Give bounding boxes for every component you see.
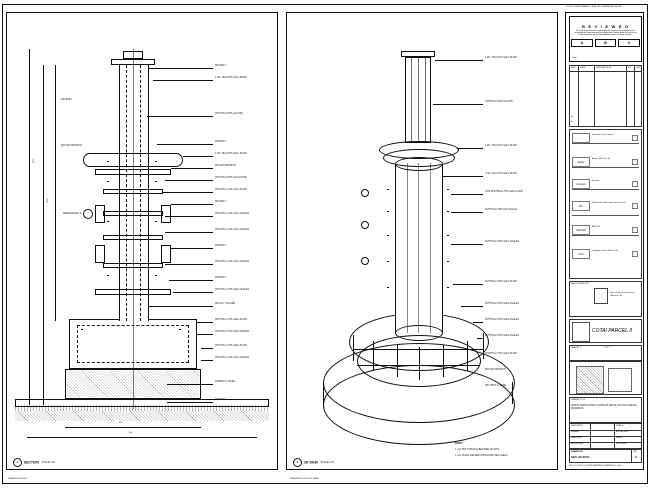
plate-mid-3: [103, 235, 163, 240]
consultant-check[interactable]: [632, 227, 638, 233]
meta-block: [569, 423, 642, 449]
frame-brace: [357, 365, 479, 366]
leader-line: [451, 212, 483, 213]
leader-line: [461, 306, 483, 307]
column-edge: [418, 163, 419, 333]
leader-line: [149, 68, 213, 69]
leader-line: [171, 204, 213, 205]
angle-right-2: [161, 245, 171, 263]
consultant-check[interactable]: [632, 181, 638, 187]
mast-edge: [425, 57, 426, 143]
consultant-row-qs: [572, 248, 639, 264]
view-caption-letter: B: [293, 458, 302, 467]
rev-col-chk: CHK: [636, 66, 641, 69]
date-label: DATE: [616, 437, 622, 439]
dimension-text: 600: [129, 432, 133, 434]
leader-line: [171, 248, 213, 249]
bolt-icon: [107, 181, 109, 182]
callout-label: CFTP75mm THK GALV PLATE: [215, 319, 247, 321]
frame-brace: [353, 349, 483, 350]
bolt-icon: [107, 221, 109, 222]
callout-label: 1 NO. 75mmTHK GALV PLATE: [485, 145, 517, 147]
callout-label: M16 BOLT: [215, 245, 226, 247]
review-stamp-options: [570, 39, 641, 47]
revision-table: [569, 65, 642, 127]
anchor-bolt-icon: [179, 329, 181, 330]
plate-mid-2: [103, 211, 163, 216]
plate-mid-1: [103, 189, 163, 194]
angle-right-1: [161, 205, 171, 223]
contractor-logo-icon: [594, 288, 608, 304]
frame-leg: [483, 333, 484, 359]
scale-label: SCALE: [616, 425, 624, 427]
bolt-icon: [155, 275, 157, 276]
callout-label: 250MM R.C. BASE: [215, 381, 235, 383]
callout-label: M12 R.C. COLUMN: [215, 303, 236, 305]
dimension-line-vertical-outer: [43, 65, 44, 405]
callout-label: CFTP75mm THK GALV ANGLES: [215, 357, 249, 359]
callout-label: M16 BOLT: [215, 141, 226, 143]
left-section-view: [6, 12, 278, 470]
bolt-icon: [447, 235, 449, 236]
aecom-logo: AECOM: [572, 225, 590, 235]
callout-label: M16 BOLT: [215, 277, 226, 279]
rev-label: REV: [633, 451, 637, 453]
consultant-row-architect: [572, 156, 639, 168]
rev-row-letter: B: [571, 121, 573, 123]
bolt-icon: [387, 261, 389, 262]
top-stub: [123, 51, 143, 59]
note-line: 2. ALL PLATE WELDED SHOULD BE SEAL WELD.: [455, 455, 508, 457]
bolt-icon: [107, 161, 109, 162]
bolt-icon: [447, 261, 449, 262]
leader-line: [451, 194, 483, 195]
bolt-icon: [387, 287, 389, 288]
review-option-b[interactable]: B: [595, 39, 617, 47]
leader-line: [165, 232, 213, 233]
plate-mid-4: [103, 263, 163, 268]
rev-value: A: [634, 455, 637, 459]
callout-label-left: M16 BOLT: [61, 99, 72, 101]
callout-label: M16 ANCHOR BOLT: [485, 369, 507, 371]
angle-left-1: [95, 205, 105, 223]
bolt-icon: [447, 189, 449, 190]
leader-line: [173, 292, 213, 293]
review-stamp: [569, 16, 642, 62]
footer-right: REFERENCE DWG FILE NAME :: [290, 478, 321, 480]
leader-line: [443, 176, 483, 177]
callout-label: CFTP75mm THK GALV ANGLES: [485, 241, 519, 243]
mast-edge: [418, 57, 419, 143]
dimension-text: 1200: [47, 198, 49, 203]
rev-row-letter: A: [571, 116, 573, 118]
review-stamp-header: R E V I E W E D: [581, 24, 630, 29]
callout-label: CFTP75mmTHK GALV MS: [485, 101, 513, 103]
column-bottom-ellipse: [395, 325, 443, 341]
leader-line: [165, 180, 213, 181]
column-edge: [407, 163, 408, 333]
callout-label: CFTP60mm THK GALV PLATE: [485, 281, 517, 283]
frame-leg: [397, 345, 398, 377]
leader-line: [169, 280, 213, 281]
frame-leg: [373, 341, 374, 371]
consultant-check[interactable]: [632, 203, 638, 209]
bolt-icon: [155, 221, 157, 222]
leader-line: [201, 348, 213, 349]
aedas-logo: Aedas: [572, 157, 590, 167]
leader-line: [197, 334, 213, 335]
callout-label-left: M16 ANCHOR BOLT: [61, 145, 83, 147]
main-contractor-block: [569, 281, 642, 317]
drawing-title-block: [569, 397, 642, 423]
consultant-name: Langdon & Seah Macau Ltd.: [592, 250, 619, 252]
leader-line: [171, 168, 213, 169]
frame-leg: [443, 345, 444, 377]
dimension-line-horizontal-outer: [27, 437, 257, 438]
callout-label: CFTP75mm THK GALV PLATE: [215, 345, 247, 347]
leader-line: [453, 284, 483, 285]
scale-value: AS SHOWN: [616, 431, 628, 433]
detail-bubble: [361, 221, 369, 229]
collar-bracket-upper: [83, 153, 183, 167]
title-block: [565, 12, 644, 470]
callout-label-left: REFER DETAIL 3: [63, 213, 82, 215]
langdonseah-logo: L&S: [572, 249, 590, 259]
consultant-list: [569, 129, 642, 279]
column-edge: [430, 163, 431, 333]
flange-collar-2: [379, 141, 459, 159]
dwg-number-block: [569, 449, 642, 463]
leader-line: [149, 306, 213, 307]
leader-line: [201, 360, 213, 361]
leader-line: [147, 116, 213, 117]
bolt-icon: [387, 189, 389, 190]
callout-label: 250 THK R.C. BASE: [485, 385, 507, 387]
titleblock-footer: FILE: P-FOUN_PC3_DETAIL REFERENCE DRAWING No. : A-01: [569, 465, 622, 467]
consultant-check[interactable]: [632, 251, 638, 257]
leader-line: [477, 338, 483, 339]
bolt-icon: [447, 287, 449, 288]
meta-label-checked: CHECKED: [571, 437, 582, 439]
consultant-name: Genstar: [592, 180, 600, 182]
main-contractor-name: Hsin Chong Construction (Macau) Ltd.: [610, 292, 635, 297]
view-caption-scale: SCALE 1:20: [320, 461, 334, 465]
leader-line: [451, 244, 483, 245]
dimension-line-vertical-far: [29, 49, 30, 405]
view-caption-title: 3D VIEW: [303, 460, 318, 465]
meinhardt-logo: MC: [572, 201, 590, 211]
callout-label: LOW CFTP50mm THK GALV PLATE: [485, 191, 523, 193]
view-caption: [293, 458, 334, 467]
dwg-no-value: SKC-02-0001: [571, 455, 590, 459]
consultant-name: Hoseiton Direct Limited: [592, 134, 614, 136]
right-3d-view: [286, 12, 558, 470]
bolt-icon: [107, 275, 109, 276]
leader-line: [435, 60, 483, 61]
leader-line: [165, 216, 213, 217]
callout-label: CFTP75mm THK GALV ANGLES: [215, 289, 249, 291]
callout-label: 1 NO. 75mmTHK GALV PLATE: [215, 77, 247, 79]
leader-line: [457, 148, 483, 149]
footer-left: DRAWING FILE REF:: [8, 478, 28, 480]
leader-line: [153, 80, 213, 81]
client-logo: [572, 133, 590, 143]
column-centerline: [133, 49, 134, 409]
callout-label: 1 NO. 75mmTHK GALV PLATE: [215, 153, 247, 155]
key-plan-shape: [576, 366, 604, 394]
callout-label: CFTP75mm THK GALV ANGLES: [485, 335, 519, 337]
callout-label: M16 BOLT: [215, 399, 226, 401]
date-value: SEP 2009: [616, 443, 626, 445]
leader-line: [163, 192, 213, 193]
sheet-top-note: DO NOT SCALE DRAWING. VERIFY ALL DIMENSIONS ON SITE: [566, 6, 622, 8]
dimension-text: 2400: [33, 158, 35, 163]
leader-line: [473, 322, 483, 323]
frame-leg: [467, 341, 468, 371]
view-caption-scale: SCALE 1:20: [41, 461, 55, 465]
detail-bubble: [83, 209, 93, 219]
review-option-a[interactable]: A: [571, 39, 593, 47]
genstar-logo: Genstar: [572, 179, 590, 189]
callout-label: CFTP75mm THK GALV ANGLES: [215, 331, 249, 333]
anchor-bolt-icon: [81, 329, 83, 330]
project-logo-icon: [572, 322, 590, 342]
leader-line: [183, 156, 213, 157]
top-cap-plate: [111, 59, 155, 65]
callout-label: CFTP75mm THK GALV PLATE: [215, 189, 247, 191]
rev-col-desc: DESCRIPTION: [596, 66, 611, 69]
consultant-name: Meinhardt Professional Services Ltd.: [592, 202, 626, 204]
note-line: 1. ALL BOLT SHOULD BE FIXED ON SITE.: [455, 449, 500, 451]
review-option-c[interactable]: C: [618, 39, 640, 47]
notes-title: NOTE :: [455, 442, 464, 445]
consultant-row-me: [572, 200, 639, 216]
review-stamp-date-label: Date :: [572, 57, 578, 60]
key-plan-middle: LOT 2: [604, 347, 611, 349]
consultant-check[interactable]: [632, 159, 638, 165]
leader-line: [197, 322, 213, 323]
bolt-icon: [387, 211, 389, 212]
callout-label: CFTP75mm THK GALV ANGLES: [485, 303, 519, 305]
base-slab: [15, 399, 269, 407]
consultant-row-cs: [572, 224, 639, 236]
consultant-name: Aedas (Macau) Ltd.: [592, 158, 611, 160]
callout-label: M16 BOLT: [215, 65, 226, 67]
frame-leg: [353, 335, 354, 361]
key-plan-graphic: [569, 361, 642, 395]
callout-label: CFTP75mmTHK GALV MS: [215, 113, 243, 115]
plate-lower: [95, 289, 171, 295]
meta-label-approved: APPROVED: [571, 443, 584, 445]
callout-label: 1 NO. 75mmTHK GALV PLATE: [485, 173, 517, 175]
view-caption: [13, 458, 55, 467]
view-caption-title: SECTION: [23, 460, 39, 465]
dimension-line-horizontal: [65, 427, 201, 428]
consultant-name: AECOM: [592, 226, 600, 228]
mast-edge: [411, 57, 412, 143]
bolt-icon: [447, 211, 449, 212]
project-title: COTAI PARCEL 3: [592, 328, 633, 334]
consultant-check[interactable]: [632, 135, 638, 141]
leader-line: [157, 144, 213, 145]
review-stamp-body: This document has been reviewed by the relevant Consultant(s) and is acceptable for fabrication and/or construction. Review does not relieve the Trade Contractor of his responsibilities under the Trade Contract.: [574, 30, 637, 37]
meta-label-designed: DESIGNED: [571, 425, 583, 427]
main-contractor-label: MAIN CONTRACTOR: [571, 283, 589, 285]
callout-label: CFTP75mm THK GALV ANGLES: [485, 319, 519, 321]
angle-left-2: [95, 245, 105, 263]
rev-col-date: DATE: [580, 66, 586, 69]
view-caption-letter: A: [13, 458, 22, 467]
bolt-icon: [155, 161, 157, 162]
dwg-no-label: DRAWING NO.: [571, 451, 584, 453]
soil-hatch: [15, 411, 269, 421]
meta-label-drawn: DRAWN: [571, 431, 580, 433]
dimension-text: 800: [119, 422, 123, 424]
project-title-block: [569, 319, 642, 343]
callout-label: M16 BOLT: [215, 201, 226, 203]
bolt-icon: [387, 235, 389, 236]
frame-leg: [419, 347, 420, 380]
consultant-row-operator: [572, 178, 639, 190]
drawing-title-label: DRAWING TITLE: [571, 399, 585, 401]
rev-col-by: BY: [628, 66, 631, 69]
plate-upper: [95, 169, 171, 175]
callout-label: M16 ANCHOR BOLT: [215, 165, 237, 167]
consultant-row-client: [572, 132, 639, 144]
key-plan-left: PARCEL 3: [571, 347, 582, 349]
drawing-title: PUBLIC CIRCULATION, FOUNTAIN DETAIL 04 PLAN & DETAIL DRAWINGS: [571, 405, 638, 410]
key-plan-shape-2: [608, 368, 632, 392]
callout-label: 1 NO. 75mmTHK GALV PLATE: [485, 57, 517, 59]
dimension-line-vertical: [55, 65, 56, 321]
callout-label: CFTP75mm THK GALV ANGLES: [215, 261, 249, 263]
leader-line: [167, 402, 213, 403]
key-plan-header: [569, 345, 642, 361]
column-body-3d: [395, 163, 443, 333]
callout-label: CFTP75mmTHK GALV ANGLE: [485, 209, 517, 211]
leader-line: [165, 264, 213, 265]
rev-col-rev: REV: [571, 66, 576, 69]
callout-label: CFTP75mmTHK GALV PLATE: [215, 177, 247, 179]
callout-label: CFTP75mm THK GALV PLATE: [485, 353, 517, 355]
leader-line: [167, 384, 213, 385]
detail-bubble: [361, 189, 369, 197]
callout-label: CFTP75mm THK GALV ANGLES: [215, 229, 249, 231]
leader-line: [433, 104, 483, 105]
bolt-icon: [155, 181, 157, 182]
callout-label: CFTP75mm THK GALV ANGLES: [215, 213, 249, 215]
detail-bubble: [361, 257, 369, 265]
